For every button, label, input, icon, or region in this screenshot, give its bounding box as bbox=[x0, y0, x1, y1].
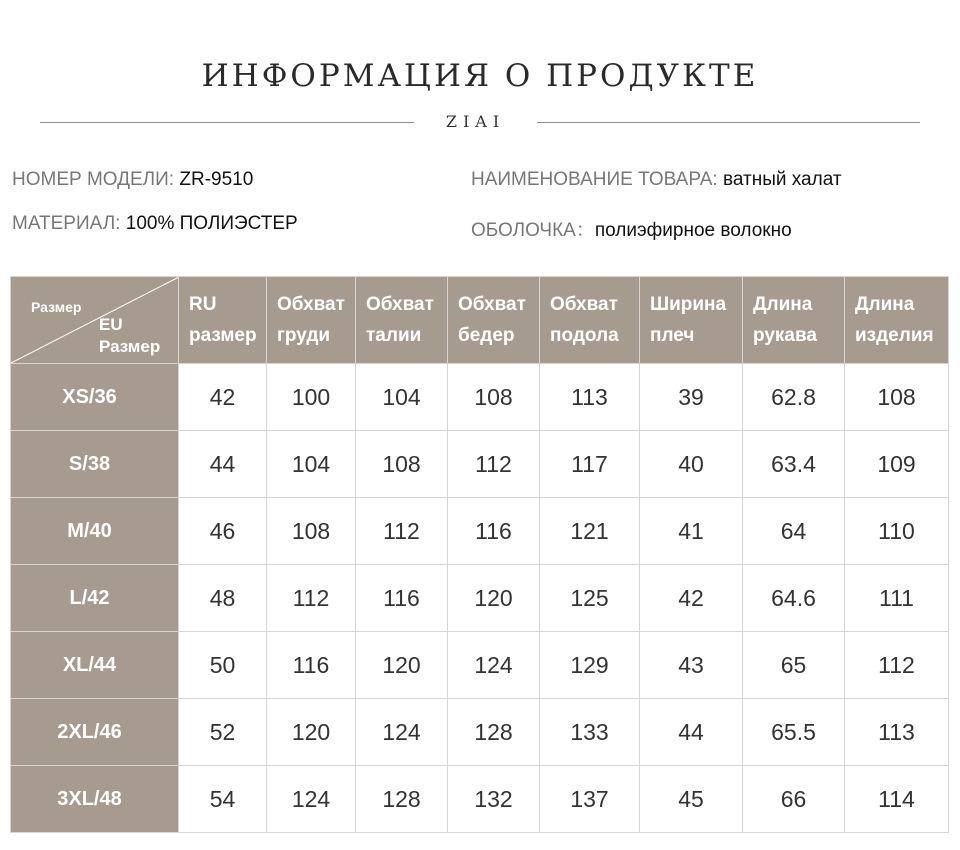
column-header: RU размер bbox=[179, 277, 267, 364]
table-cell: 116 bbox=[448, 498, 540, 565]
table-cell: 120 bbox=[448, 565, 540, 632]
table-cell: 129 bbox=[540, 632, 640, 699]
table-cell: 124 bbox=[448, 632, 540, 699]
model-number-label: НОМЕР МОДЕЛИ: bbox=[12, 169, 180, 190]
model-number bbox=[12, 169, 253, 191]
table-cell: 112 bbox=[267, 565, 356, 632]
table-cell: 112 bbox=[356, 498, 448, 565]
table-cell: 108 bbox=[267, 498, 356, 565]
size-chart-table bbox=[10, 276, 949, 833]
row-size-label: XS/36 bbox=[11, 364, 179, 431]
table-cell: 120 bbox=[356, 632, 448, 699]
table-cell: 124 bbox=[356, 699, 448, 766]
table-cell: 132 bbox=[448, 766, 540, 833]
divider-line-right bbox=[537, 122, 920, 123]
shell bbox=[471, 215, 792, 242]
table-cell: 121 bbox=[540, 498, 640, 565]
table-cell: 40 bbox=[640, 431, 743, 498]
table-cell: 43 bbox=[640, 632, 743, 699]
table-cell: 108 bbox=[448, 364, 540, 431]
shell-label: ОБОЛОЧКА： bbox=[471, 220, 595, 241]
table-cell: 125 bbox=[540, 565, 640, 632]
table-cell: 52 bbox=[179, 699, 267, 766]
column-header: Длина изделия bbox=[845, 277, 949, 364]
table-cell: 44 bbox=[179, 431, 267, 498]
table-cell: 46 bbox=[179, 498, 267, 565]
material bbox=[12, 213, 298, 235]
table-cell: 100 bbox=[267, 364, 356, 431]
brand-divider bbox=[40, 110, 920, 134]
row-size-label: 2XL/46 bbox=[11, 699, 179, 766]
table-cell: 110 bbox=[845, 498, 949, 565]
table-cell: 62.8 bbox=[743, 364, 845, 431]
table-cell: 39 bbox=[640, 364, 743, 431]
table-row bbox=[11, 431, 949, 498]
table-cell: 116 bbox=[267, 632, 356, 699]
table-cell: 128 bbox=[356, 766, 448, 833]
table-row bbox=[11, 565, 949, 632]
table-cell: 137 bbox=[540, 766, 640, 833]
material-value: 100% ПОЛИЭСТЕР bbox=[125, 213, 298, 234]
table-cell: 65.5 bbox=[743, 699, 845, 766]
column-header: Длина рукава bbox=[743, 277, 845, 364]
product-name-value: ватный халат bbox=[722, 169, 842, 190]
table-cell: 48 bbox=[179, 565, 267, 632]
row-size-label: M/40 bbox=[11, 498, 179, 565]
column-header: Ширина плеч bbox=[640, 277, 743, 364]
table-cell: 45 bbox=[640, 766, 743, 833]
table-cell: 42 bbox=[179, 364, 267, 431]
column-header: Обхват бедер bbox=[448, 277, 540, 364]
table-cell: 108 bbox=[845, 364, 949, 431]
table-cell: 54 bbox=[179, 766, 267, 833]
table-cell: 109 bbox=[845, 431, 949, 498]
corner-header bbox=[11, 277, 179, 364]
table-cell: 116 bbox=[356, 565, 448, 632]
table-cell: 112 bbox=[845, 632, 949, 699]
table-cell: 112 bbox=[448, 431, 540, 498]
table-cell: 114 bbox=[845, 766, 949, 833]
table-cell: 113 bbox=[845, 699, 949, 766]
product-name bbox=[471, 169, 842, 191]
product-name-label: НАИМЕНОВАНИЕ ТОВАРА: bbox=[471, 169, 723, 190]
table-cell: 117 bbox=[540, 431, 640, 498]
table-cell: 41 bbox=[640, 498, 743, 565]
column-header: Обхват груди bbox=[267, 277, 356, 364]
table-cell: 111 bbox=[845, 565, 949, 632]
table-header-row bbox=[11, 277, 949, 364]
model-number-value: ZR-9510 bbox=[179, 169, 254, 190]
table-cell: 64.6 bbox=[743, 565, 845, 632]
table-cell: 50 bbox=[179, 632, 267, 699]
brand-name: ZIAI bbox=[445, 112, 506, 131]
table-cell: 128 bbox=[448, 699, 540, 766]
column-header: Обхват талии bbox=[356, 277, 448, 364]
table-row bbox=[11, 766, 949, 833]
material-label: МАТЕРИАЛ: bbox=[12, 213, 126, 234]
page-title: ИНФОРМАЦИЯ О ПРОДУКТЕ bbox=[201, 58, 759, 94]
table-cell: 108 bbox=[356, 431, 448, 498]
table-row bbox=[11, 364, 949, 431]
corner-size-label: Размер bbox=[31, 299, 82, 315]
row-size-label: S/38 bbox=[11, 431, 179, 498]
table-cell: 133 bbox=[540, 699, 640, 766]
table-cell: 104 bbox=[356, 364, 448, 431]
row-size-label: L/42 bbox=[11, 565, 179, 632]
table-cell: 66 bbox=[743, 766, 845, 833]
corner-eu-size-label: EU Размер bbox=[99, 315, 161, 356]
column-header: Обхват подола bbox=[540, 277, 640, 364]
table-cell: 113 bbox=[540, 364, 640, 431]
table-row bbox=[11, 498, 949, 565]
row-size-label: 3XL/48 bbox=[11, 766, 179, 833]
table-cell: 64 bbox=[743, 498, 845, 565]
table-cell: 104 bbox=[267, 431, 356, 498]
table-cell: 120 bbox=[267, 699, 356, 766]
table-cell: 65 bbox=[743, 632, 845, 699]
table-row bbox=[11, 699, 949, 766]
table-cell: 42 bbox=[640, 565, 743, 632]
table-cell: 63.4 bbox=[743, 431, 845, 498]
table-cell: 124 bbox=[267, 766, 356, 833]
table-cell: 44 bbox=[640, 699, 743, 766]
shell-value: полиэфирное волокно bbox=[594, 220, 792, 241]
table-row bbox=[11, 632, 949, 699]
divider-line-left bbox=[40, 122, 414, 123]
row-size-label: XL/44 bbox=[11, 632, 179, 699]
